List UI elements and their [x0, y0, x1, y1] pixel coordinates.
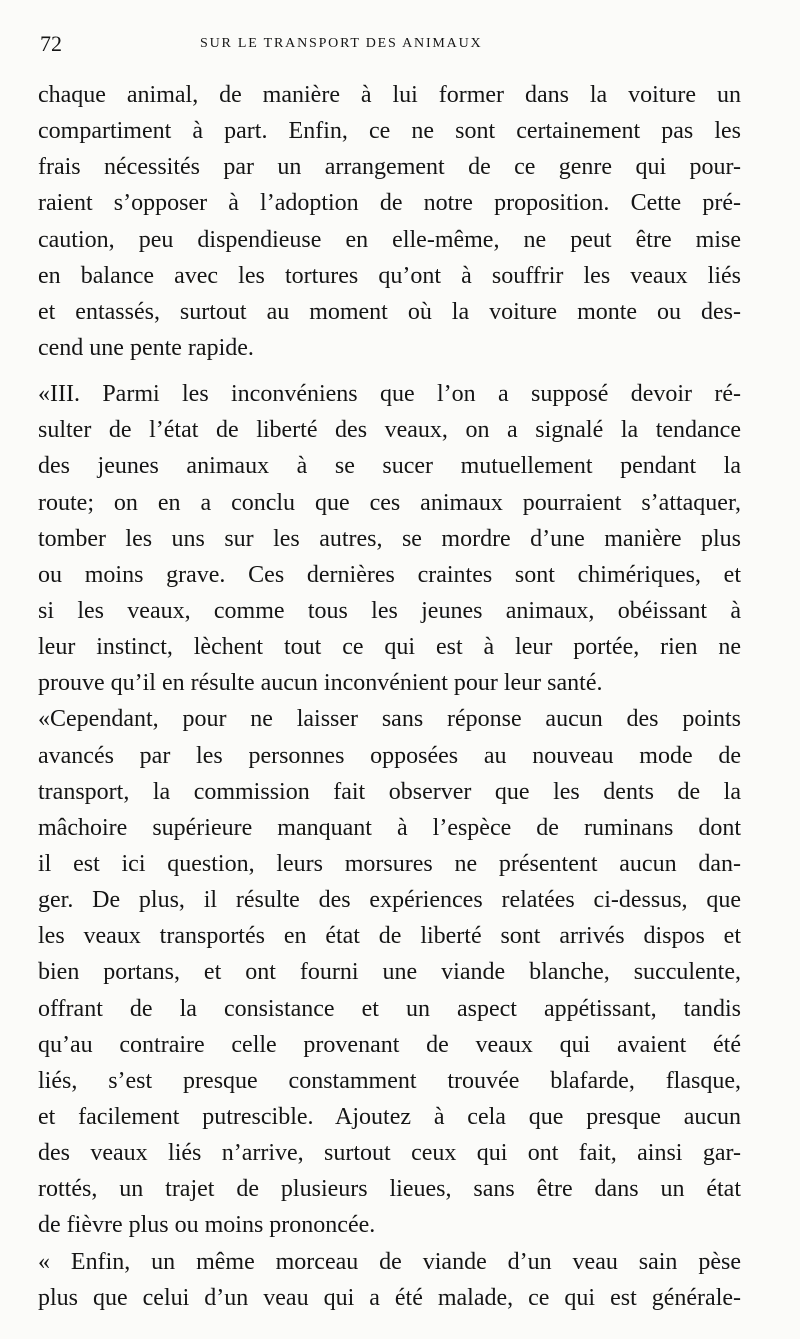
- paragraph-gap: [38, 366, 741, 376]
- text-line: il est ici question, leurs morsures ne présentent aucun dan-: [38, 850, 741, 877]
- text-line: sulter de l’état de liberté des veaux, on a signalé la tendance: [38, 417, 741, 444]
- text-line: en balance avec les tortures qu’ont à souffrir les veaux liés: [38, 262, 741, 289]
- text-line: raient s’opposer à l’adoption de notre proposition. Cette pré-: [38, 190, 741, 217]
- text-line: mâchoire supérieure manquant à l’espèce de ruminans dont: [38, 814, 741, 841]
- text-line: plus que celui d’un veau qui a été malade, ce qui est générale-: [38, 1284, 741, 1311]
- page-header: [40, 30, 760, 64]
- text-line: ger. De plus, il résulte des expériences relatées ci-dessus, que: [38, 887, 741, 914]
- text-line: «III. Parmi les inconvéniens que l’on a supposé devoir ré-: [38, 381, 741, 408]
- text-line: bien portans, et ont fourni une viande blanche, succulente,: [38, 959, 741, 986]
- text-line: rottés, un trajet de plusieurs lieues, sans être dans un état: [38, 1176, 741, 1203]
- text-line: transport, la commission fait observer que les dents de la: [38, 778, 741, 805]
- text-line: cend une pente rapide.: [38, 334, 254, 361]
- text-line: «Cependant, pour ne laisser sans réponse aucun des points: [38, 706, 741, 733]
- running-head: SUR LE TRANSPORT DES ANIMAUX: [200, 36, 483, 51]
- text-line: qu’au contraire celle provenant de veaux qui avaient été: [38, 1031, 741, 1058]
- text-line: si les veaux, comme tous les jeunes animaux, obéissant à: [38, 597, 741, 624]
- text-line: chaque animal, de manière à lui former dans la voiture un: [38, 82, 741, 108]
- text-line: et entassés, surtout au moment où la voiture monte ou des-: [38, 298, 741, 325]
- text-line: prouve qu’il en résulte aucun inconvénient pour leur santé.: [38, 670, 603, 697]
- text-line: les veaux transportés en état de liberté sont arrivés dispos et: [38, 923, 741, 950]
- page-number: 72: [40, 31, 62, 56]
- text-line: leur instinct, lèchent tout ce qui est à leur portée, rien ne: [38, 634, 741, 661]
- text-line: tomber les uns sur les autres, se mordre d’une manière plus: [38, 525, 741, 552]
- text-line: caution, peu dispendieuse en elle-même, ne peut être mise: [38, 226, 741, 253]
- text-line: frais nécessités par un arrangement de ce genre qui pour-: [38, 154, 741, 181]
- text-line: offrant de la consistance et un aspect appétissant, tandis: [38, 995, 741, 1022]
- text-line: et facilement putrescible. Ajoutez à cela que presque aucun: [38, 1103, 741, 1130]
- text-line: compartiment à part. Enfin, ce ne sont certainement pas les: [38, 118, 741, 145]
- text-line: liés, s’est presque constamment trouvée blafarde, flasque,: [38, 1067, 741, 1094]
- text-line: avancés par les personnes opposées au nouveau mode de: [38, 742, 741, 769]
- body-text: [38, 77, 741, 1316]
- text-line: de fièvre plus ou moins prononcée.: [38, 1212, 376, 1239]
- text-line: des veaux liés n’arrive, surtout ceux qui ont fait, ainsi gar-: [38, 1140, 741, 1167]
- text-line: des jeunes animaux à se sucer mutuellement pendant la: [38, 453, 741, 480]
- text-line: « Enfin, un même morceau de viande d’un veau sain pèse: [38, 1248, 741, 1275]
- text-line: route; on en a conclu que ces animaux pourraient s’attaquer,: [38, 489, 741, 516]
- text-line: ou moins grave. Ces dernières craintes sont chimériques, et: [38, 561, 741, 588]
